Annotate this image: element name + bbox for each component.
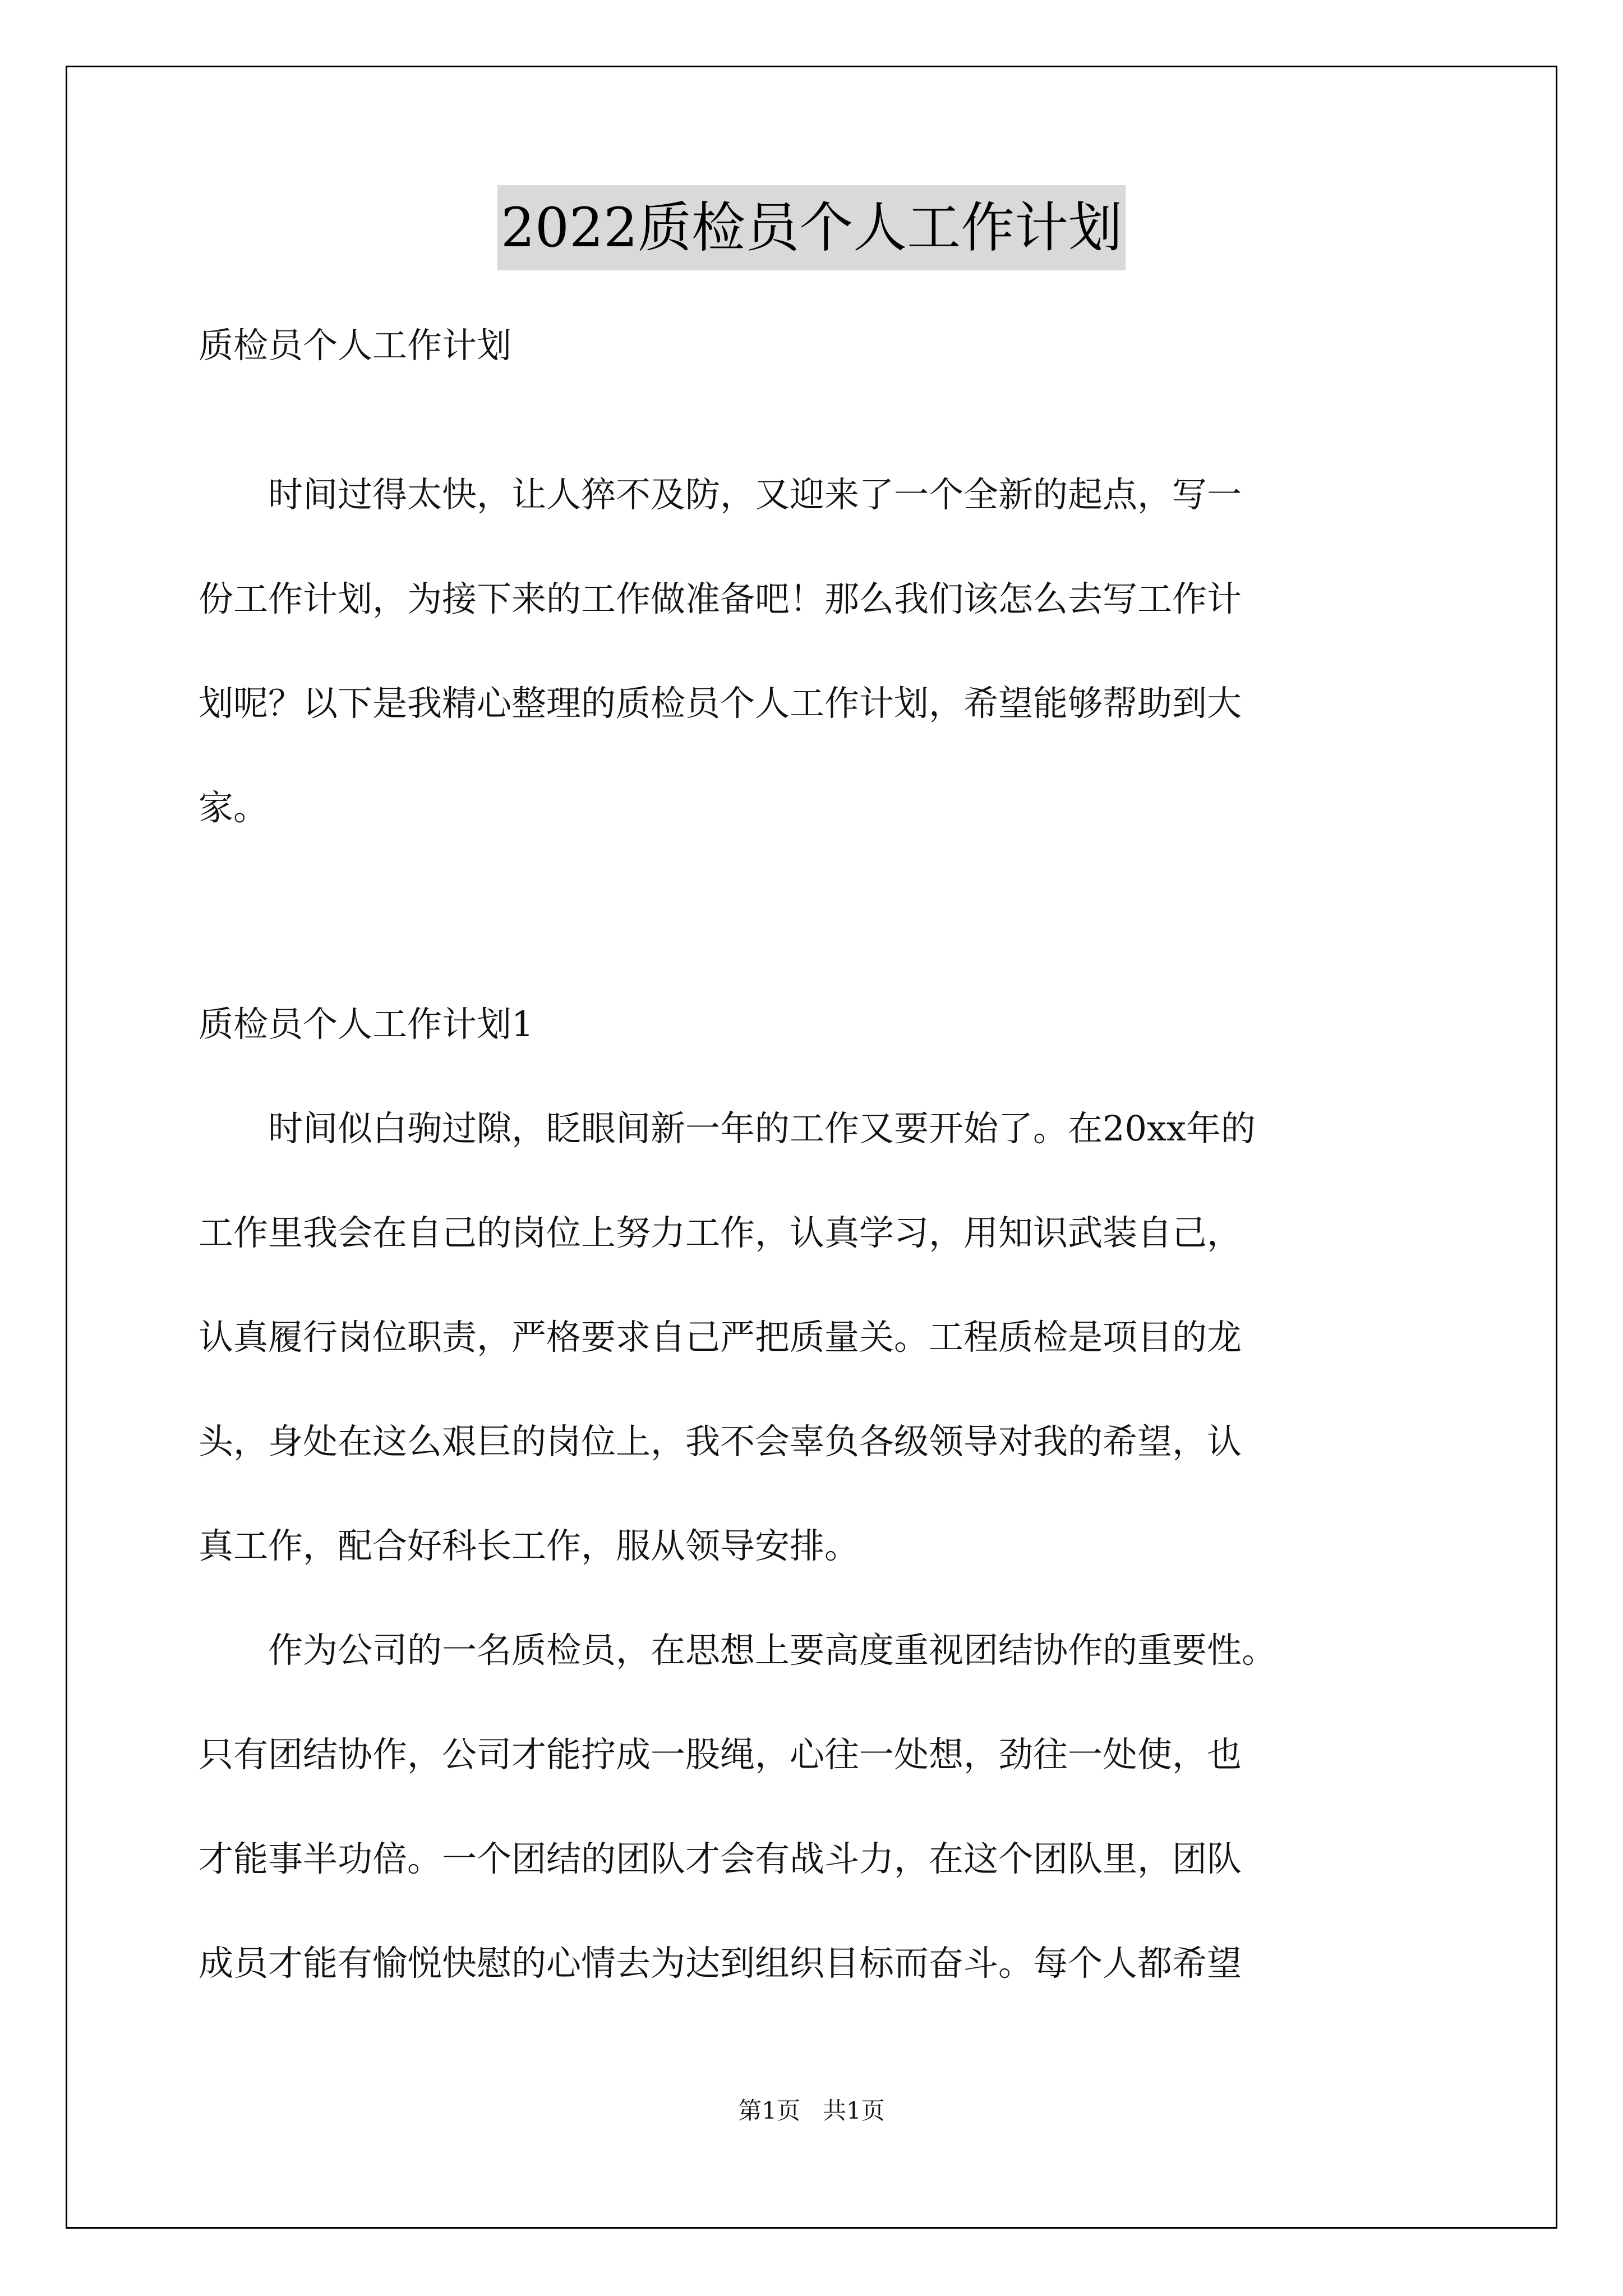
text-line: 工作里我会在自己的岗位上努力工作，认真学习，用知识武装自己， [199, 1212, 1242, 1253]
text-line: 才能事半功倍。一个团结的团队才会有战斗力，在这个团队里，团队 [199, 1838, 1242, 1879]
text-line: 真工作，配合好科长工作，服从领导安排。 [199, 1525, 860, 1566]
document-title: 2022质检员个人工作计划 [497, 185, 1126, 270]
text-line: 份工作计划，为接下来的工作做准备吧！那么我们该怎么去写工作计 [199, 578, 1242, 619]
text-line: 只有团结协作，公司才能拧成一股绳，心往一处想，劲往一处使，也 [199, 1734, 1242, 1775]
text-line: 时间似白驹过隙，眨眼间新一年的工作又要开始了。在20xx年的 [199, 1108, 1256, 1149]
page-number: 第1页 [738, 2097, 800, 2124]
section-heading: 质检员个人工作计划1 [199, 1004, 534, 1045]
title-container [0, 185, 1623, 270]
text-line: 头，身处在这么艰巨的岗位上，我不会辜负各级领导对我的希望，认 [199, 1421, 1242, 1462]
text-line: 时间过得太快，让人猝不及防，又迎来了一个全新的起点，写一 [199, 474, 1242, 515]
text-line: 认真履行岗位职责，严格要求自己严把质量关。工程质检是项目的龙 [199, 1317, 1242, 1358]
section-heading: 质检员个人工作计划 [199, 325, 512, 366]
text-line: 家。 [199, 787, 269, 828]
text-line: 成员才能有愉悦快慰的心情去为达到组织目标而奋斗。每个人都希望 [199, 1943, 1242, 1984]
text-line: 划呢？以下是我精心整理的质检员个人工作计划，希望能够帮助到大 [199, 683, 1242, 724]
text-line: 作为公司的一名质检员，在思想上要高度重视团结协作的重要性。 [199, 1630, 1277, 1671]
page-total: 共1页 [823, 2097, 885, 2124]
page-footer [0, 2092, 1623, 2126]
